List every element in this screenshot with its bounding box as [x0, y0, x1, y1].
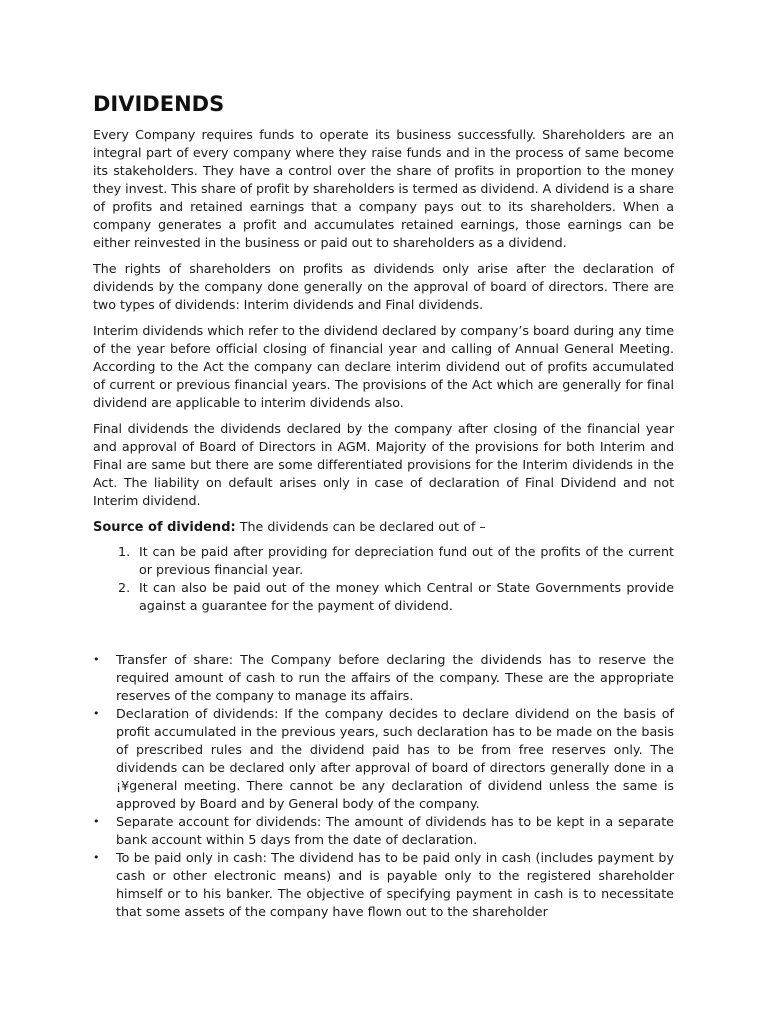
bullet-icon: •	[93, 653, 100, 666]
bullet-text: To be paid only in cash: The dividend has to be paid only in cash (includes payment by cash or other electronic means) and is payable only to the registered shareholder himself or to his banker. The objective of specifying payment in cash is to necessitate that some assets of the company have flown out to the shareholder	[116, 850, 674, 919]
bullet-text: Separate account for dividends: The amount of dividends has to be kept in a separate bank account within 5 days from the date of declaration.	[116, 814, 674, 847]
document-page	[93, 90, 674, 921]
source-list	[93, 543, 674, 615]
bullet-icon: •	[93, 851, 100, 864]
bullet-text: Declaration of dividends: If the company decides to declare dividend on the basis of profit accumulated in the previous years, such declaration has to be made on the basis of prescribed rules and the dividend paid has to be from free reserves only. The dividends can be declared only after approval of board of directors generally done in a ¡¥general meeting. There cannot be any declaration of dividend unless the same is approved by Board and by General body of the company.	[116, 706, 674, 811]
bullet-icon: •	[93, 707, 100, 720]
bullet-item	[93, 705, 674, 813]
paragraph-final: Final dividends the dividends declared by the company after closing of the financial year and approval of Board of Directors in AGM. Majority of the provisions for both Interim and Final are same but there are some differentiated provisions for the Interim dividends in the Act. The liability on default arises only in case of declaration of Final Dividend and not Interim dividend.	[93, 421, 674, 508]
source-text: The dividends can be declared out of –	[235, 519, 486, 534]
bullet-icon: •	[93, 815, 100, 828]
bullet-item	[93, 849, 674, 921]
bullet-text: Transfer of share: The Company before declaring the dividends has to reserve the required amount of cash to run the affairs of the company. These are the appropriate reserves of the company to manage its affairs.	[116, 652, 674, 703]
paragraph-rights: The rights of shareholders on profits as dividends only arise after the declaration of dividends by the company done generally on the approval of board of directors. There are two types of dividends: Interim dividends and Final dividends.	[93, 261, 674, 312]
list-number: 1.	[118, 544, 131, 559]
list-item	[118, 579, 674, 615]
source-of-dividend	[93, 518, 674, 537]
bullet-list	[93, 651, 674, 921]
paragraph-intro: Every Company requires funds to operate its business successfully. Shareholders are an integral part of every company where they raise funds and in the process of same become its stakeholders. They have a control over the share of profits in proportion to the money they invest. This share of profit by shareholders is termed as dividend. A dividend is a share of profits and retained earnings that a company pays out to its shareholders. When a company generates a profit and accumulates retained earnings, those earnings can be either reinvested in the business or paid out to shareholders as a dividend.	[93, 127, 674, 250]
paragraph-interim: Interim dividends which refer to the dividend declared by company’s board during any time of the year before official closing of financial year and calling of Annual General Meeting. According to the Act the company can declare interim dividend out of profits accumulated of current or previous financial years. The provisions of the Act which are generally for final dividend are applicable to interim dividends also.	[93, 323, 674, 410]
list-item-text: It can also be paid out of the money which Central or State Governments provide against a guarantee for the payment of dividend.	[139, 580, 674, 613]
list-number: 2.	[118, 580, 131, 595]
list-item	[118, 543, 674, 579]
bullet-item	[93, 651, 674, 705]
list-item-text: It can be paid after providing for depreciation fund out of the profits of the current or previous financial year.	[139, 544, 674, 577]
source-label: Source of dividend:	[93, 520, 236, 535]
bullet-item	[93, 813, 674, 849]
document-title: DIVIDENDS	[93, 92, 225, 116]
